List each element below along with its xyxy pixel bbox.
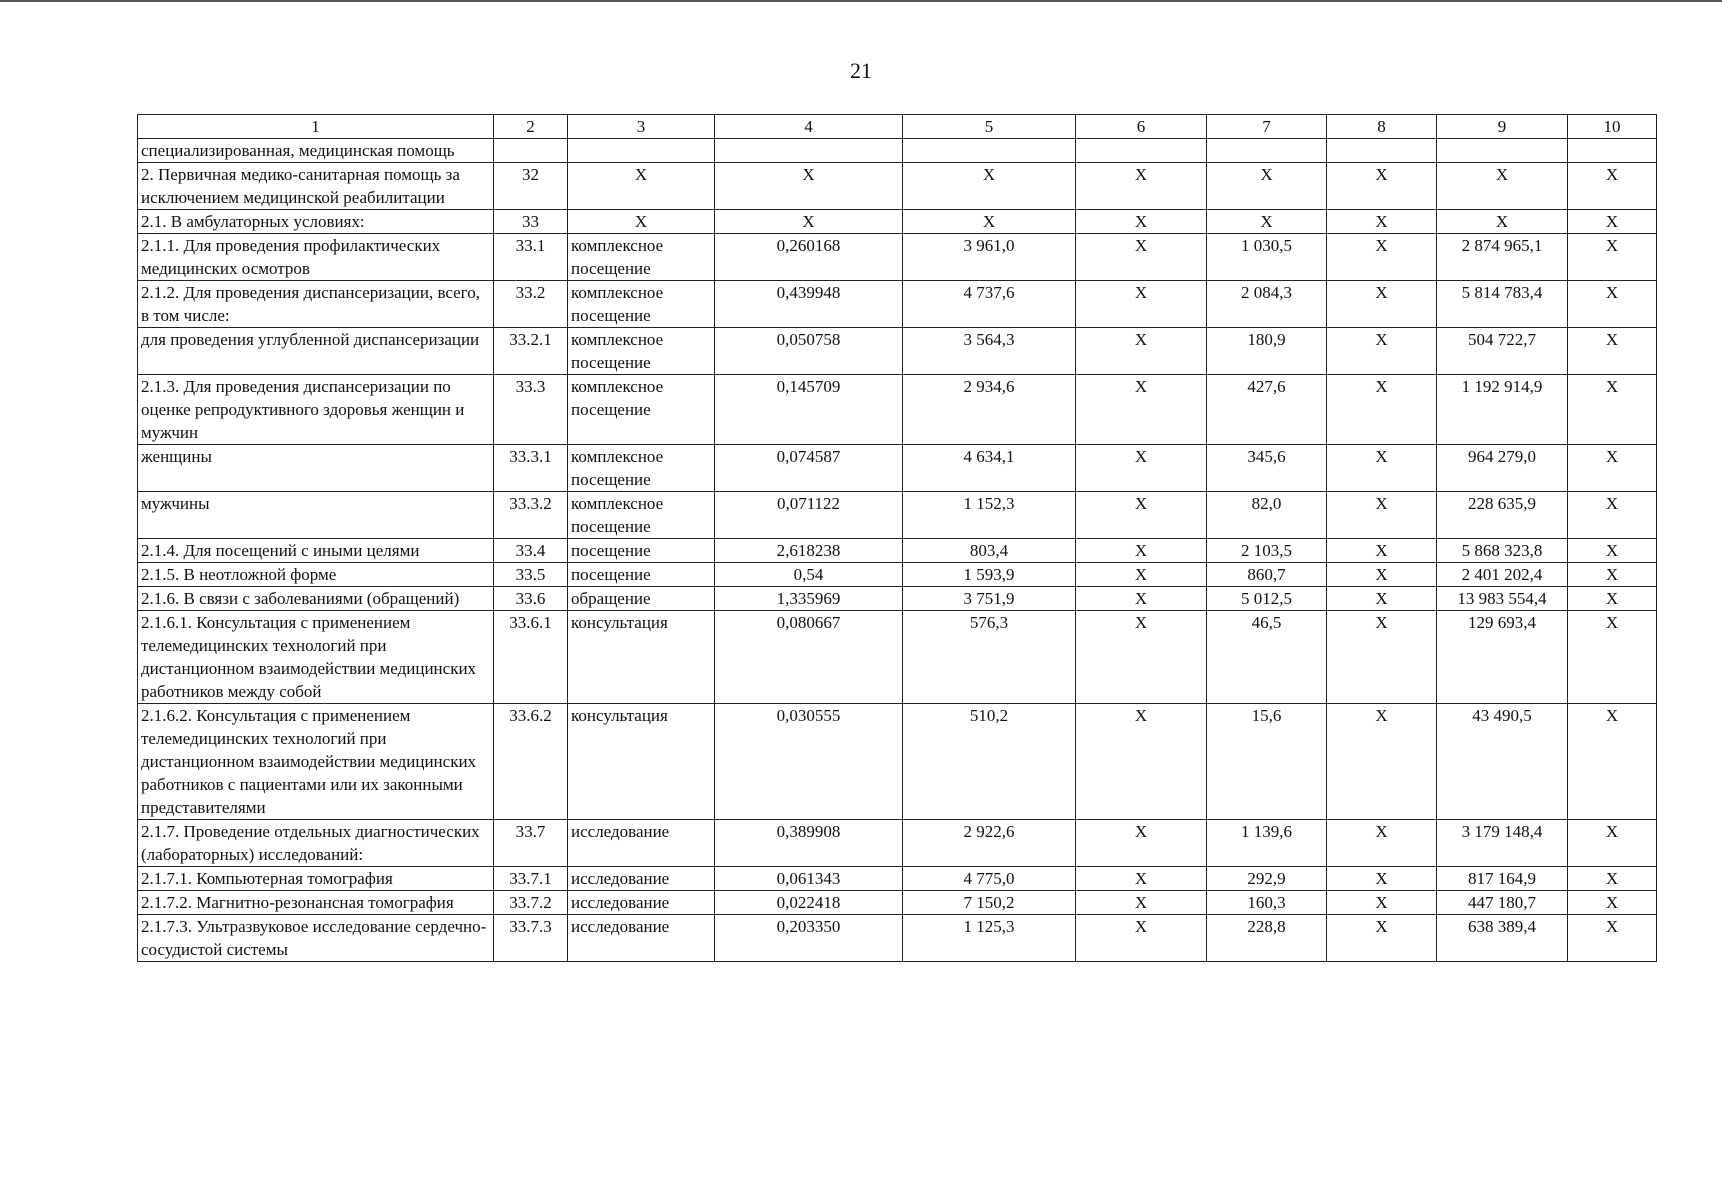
value-cell: 292,9: [1207, 867, 1327, 891]
value-cell: X: [1327, 539, 1437, 563]
row-label: 2.1.7.2. Магнитно-резонансная томография: [138, 891, 494, 915]
row-label: 2.1.1. Для проведения профилактических медицинских осмотров: [138, 234, 494, 281]
table-row: [138, 611, 1657, 704]
unit-cell: исследование: [568, 820, 715, 867]
value-cell: X: [1076, 587, 1207, 611]
value-cell: [1076, 139, 1207, 163]
value-cell: X: [1437, 210, 1568, 234]
value-cell: X: [903, 210, 1076, 234]
value-cell: 3 564,3: [903, 328, 1076, 375]
row-code: 33.7: [494, 820, 568, 867]
value-cell: 0,145709: [715, 375, 903, 445]
header-row: [138, 115, 1657, 139]
table-row: [138, 891, 1657, 915]
value-cell: 2 874 965,1: [1437, 234, 1568, 281]
value-cell: X: [1568, 375, 1657, 445]
row-code: 33.7.3: [494, 915, 568, 962]
row-code: 33.1: [494, 234, 568, 281]
row-label: 2.1.6. В связи с заболеваниями (обращений): [138, 587, 494, 611]
top-rule: [0, 0, 1722, 2]
value-cell: 160,3: [1207, 891, 1327, 915]
value-cell: 82,0: [1207, 492, 1327, 539]
row-code: 33.4: [494, 539, 568, 563]
value-cell: X: [1327, 704, 1437, 820]
value-cell: X: [1568, 563, 1657, 587]
value-cell: 638 389,4: [1437, 915, 1568, 962]
row-label: 2.1.5. В неотложной форме: [138, 563, 494, 587]
value-cell: 5 868 323,8: [1437, 539, 1568, 563]
value-cell: 0,54: [715, 563, 903, 587]
unit-cell: комплексное посещение: [568, 445, 715, 492]
row-label: 2.1.4. Для посещений с иными целями: [138, 539, 494, 563]
table-row: [138, 375, 1657, 445]
row-label: 2.1.3. Для проведения диспансеризации по оценке репродуктивного здоровья женщин и мужчин: [138, 375, 494, 445]
value-cell: X: [1437, 163, 1568, 210]
header-cell: 9: [1437, 115, 1568, 139]
value-cell: [1437, 139, 1568, 163]
value-cell: 0,030555: [715, 704, 903, 820]
value-cell: 2,618238: [715, 539, 903, 563]
value-cell: X: [1568, 915, 1657, 962]
header-cell: 7: [1207, 115, 1327, 139]
value-cell: X: [1076, 375, 1207, 445]
value-cell: X: [1207, 210, 1327, 234]
table-row: [138, 492, 1657, 539]
unit-cell: исследование: [568, 915, 715, 962]
row-label: для проведения углубленной диспансеризации: [138, 328, 494, 375]
table-row: [138, 328, 1657, 375]
value-cell: X: [1076, 210, 1207, 234]
table-row: [138, 587, 1657, 611]
value-cell: X: [1568, 820, 1657, 867]
table-body: [138, 139, 1657, 962]
row-label: 2.1.7.1. Компьютерная томография: [138, 867, 494, 891]
value-cell: 13 983 554,4: [1437, 587, 1568, 611]
value-cell: 0,074587: [715, 445, 903, 492]
value-cell: 5 012,5: [1207, 587, 1327, 611]
value-cell: 1 152,3: [903, 492, 1076, 539]
unit-cell: посещение: [568, 563, 715, 587]
value-cell: 510,2: [903, 704, 1076, 820]
table-row: [138, 563, 1657, 587]
row-code: 33.7.1: [494, 867, 568, 891]
data-table: [137, 114, 1657, 962]
value-cell: X: [1327, 328, 1437, 375]
value-cell: 46,5: [1207, 611, 1327, 704]
row-code: 33.6.1: [494, 611, 568, 704]
value-cell: 2 934,6: [903, 375, 1076, 445]
table-row: [138, 867, 1657, 891]
value-cell: X: [1076, 445, 1207, 492]
value-cell: 1 030,5: [1207, 234, 1327, 281]
value-cell: 345,6: [1207, 445, 1327, 492]
value-cell: X: [1076, 281, 1207, 328]
value-cell: 228,8: [1207, 915, 1327, 962]
value-cell: 860,7: [1207, 563, 1327, 587]
value-cell: 180,9: [1207, 328, 1327, 375]
table-row: [138, 234, 1657, 281]
value-cell: 2 922,6: [903, 820, 1076, 867]
row-code: 33.2: [494, 281, 568, 328]
value-cell: 817 164,9: [1437, 867, 1568, 891]
value-cell: [715, 139, 903, 163]
row-label: 2.1.6.2. Консультация с применением телемедицинских технологий при дистанционном взаимодействии медицинских работников с пациентами или их законными представителями: [138, 704, 494, 820]
unit-cell: исследование: [568, 867, 715, 891]
table-row: [138, 704, 1657, 820]
row-label: мужчины: [138, 492, 494, 539]
header-cell: 6: [1076, 115, 1207, 139]
value-cell: X: [1076, 891, 1207, 915]
unit-cell: X: [568, 163, 715, 210]
table-row: [138, 915, 1657, 962]
value-cell: X: [1327, 445, 1437, 492]
row-label: женщины: [138, 445, 494, 492]
value-cell: 15,6: [1207, 704, 1327, 820]
value-cell: X: [1076, 867, 1207, 891]
value-cell: 3 179 148,4: [1437, 820, 1568, 867]
row-label: специализированная, медицинская помощь: [138, 139, 494, 163]
value-cell: X: [1327, 820, 1437, 867]
value-cell: 576,3: [903, 611, 1076, 704]
value-cell: 964 279,0: [1437, 445, 1568, 492]
value-cell: 3 961,0: [903, 234, 1076, 281]
value-cell: X: [1568, 234, 1657, 281]
value-cell: X: [1327, 234, 1437, 281]
value-cell: X: [1327, 375, 1437, 445]
value-cell: 2 084,3: [1207, 281, 1327, 328]
value-cell: X: [1327, 611, 1437, 704]
value-cell: 228 635,9: [1437, 492, 1568, 539]
page-number: 21: [850, 58, 872, 83]
row-label: 2.1.7. Проведение отдельных диагностических (лабораторных) исследований:: [138, 820, 494, 867]
value-cell: 7 150,2: [903, 891, 1076, 915]
row-code: 33.2.1: [494, 328, 568, 375]
value-cell: X: [1327, 281, 1437, 328]
value-cell: 3 751,9: [903, 587, 1076, 611]
value-cell: 1 192 914,9: [1437, 375, 1568, 445]
value-cell: X: [1568, 587, 1657, 611]
unit-cell: комплексное посещение: [568, 234, 715, 281]
value-cell: X: [1568, 891, 1657, 915]
value-cell: 43 490,5: [1437, 704, 1568, 820]
unit-cell: консультация: [568, 611, 715, 704]
value-cell: [1568, 139, 1657, 163]
unit-cell: консультация: [568, 704, 715, 820]
row-label: 2.1.6.1. Консультация с применением телемедицинских технологий при дистанционном взаимодействии медицинских работников между собой: [138, 611, 494, 704]
value-cell: 803,4: [903, 539, 1076, 563]
table-row: [138, 539, 1657, 563]
value-cell: 1 139,6: [1207, 820, 1327, 867]
value-cell: 129 693,4: [1437, 611, 1568, 704]
value-cell: X: [1076, 820, 1207, 867]
value-cell: 1,335969: [715, 587, 903, 611]
value-cell: 427,6: [1207, 375, 1327, 445]
value-cell: X: [1076, 328, 1207, 375]
value-cell: 0,260168: [715, 234, 903, 281]
unit-cell: исследование: [568, 891, 715, 915]
value-cell: X: [1568, 539, 1657, 563]
value-cell: 1 593,9: [903, 563, 1076, 587]
header-cell: 10: [1568, 115, 1657, 139]
header-cell: 1: [138, 115, 494, 139]
value-cell: X: [1207, 163, 1327, 210]
row-label: 2.1.7.3. Ультразвуковое исследование сердечно-сосудистой системы: [138, 915, 494, 962]
value-cell: X: [1076, 234, 1207, 281]
value-cell: X: [1568, 445, 1657, 492]
row-code: 33.3: [494, 375, 568, 445]
value-cell: X: [1568, 611, 1657, 704]
value-cell: X: [1568, 281, 1657, 328]
unit-cell: X: [568, 210, 715, 234]
value-cell: X: [1568, 210, 1657, 234]
value-cell: X: [1327, 587, 1437, 611]
row-code: 33.7.2: [494, 891, 568, 915]
unit-cell: комплексное посещение: [568, 375, 715, 445]
row-label: 2. Первичная медико-санитарная помощь за исключением медицинской реабилитации: [138, 163, 494, 210]
value-cell: X: [1076, 539, 1207, 563]
row-code: 33.3.1: [494, 445, 568, 492]
table-row: [138, 210, 1657, 234]
value-cell: X: [903, 163, 1076, 210]
unit-cell: обращение: [568, 587, 715, 611]
value-cell: X: [1327, 563, 1437, 587]
value-cell: X: [1076, 563, 1207, 587]
value-cell: 2 103,5: [1207, 539, 1327, 563]
value-cell: X: [1076, 915, 1207, 962]
value-cell: 0,071122: [715, 492, 903, 539]
value-cell: [903, 139, 1076, 163]
value-cell: 0,050758: [715, 328, 903, 375]
table-row: [138, 281, 1657, 328]
value-cell: X: [715, 163, 903, 210]
value-cell: 4 775,0: [903, 867, 1076, 891]
header-cell: 4: [715, 115, 903, 139]
value-cell: X: [1327, 492, 1437, 539]
value-cell: [1207, 139, 1327, 163]
value-cell: 0,061343: [715, 867, 903, 891]
value-cell: 4 634,1: [903, 445, 1076, 492]
row-code: 33.5: [494, 563, 568, 587]
value-cell: 1 125,3: [903, 915, 1076, 962]
table-row: [138, 139, 1657, 163]
header-cell: 8: [1327, 115, 1437, 139]
value-cell: 2 401 202,4: [1437, 563, 1568, 587]
table-row: [138, 445, 1657, 492]
value-cell: 0,203350: [715, 915, 903, 962]
header-cell: 2: [494, 115, 568, 139]
header-cell: 5: [903, 115, 1076, 139]
row-label: 2.1.2. Для проведения диспансеризации, всего, в том числе:: [138, 281, 494, 328]
value-cell: 0,022418: [715, 891, 903, 915]
value-cell: X: [1327, 867, 1437, 891]
value-cell: X: [1327, 210, 1437, 234]
value-cell: X: [1568, 328, 1657, 375]
unit-cell: комплексное посещение: [568, 492, 715, 539]
table-row: [138, 820, 1657, 867]
unit-cell: посещение: [568, 539, 715, 563]
unit-cell: комплексное посещение: [568, 281, 715, 328]
value-cell: X: [715, 210, 903, 234]
value-cell: X: [1568, 163, 1657, 210]
row-code: 33.6: [494, 587, 568, 611]
value-cell: X: [1076, 611, 1207, 704]
value-cell: X: [1568, 492, 1657, 539]
value-cell: 504 722,7: [1437, 328, 1568, 375]
header-cell: 3: [568, 115, 715, 139]
value-cell: X: [1327, 891, 1437, 915]
value-cell: X: [1076, 163, 1207, 210]
value-cell: X: [1076, 704, 1207, 820]
row-label: 2.1. В амбулаторных условиях:: [138, 210, 494, 234]
value-cell: X: [1568, 867, 1657, 891]
value-cell: [1327, 139, 1437, 163]
unit-cell: [568, 139, 715, 163]
row-code: [494, 139, 568, 163]
row-code: 32: [494, 163, 568, 210]
row-code: 33: [494, 210, 568, 234]
value-cell: 5 814 783,4: [1437, 281, 1568, 328]
row-code: 33.6.2: [494, 704, 568, 820]
table-row: [138, 163, 1657, 210]
row-code: 33.3.2: [494, 492, 568, 539]
unit-cell: комплексное посещение: [568, 328, 715, 375]
value-cell: X: [1327, 163, 1437, 210]
value-cell: 4 737,6: [903, 281, 1076, 328]
value-cell: 0,080667: [715, 611, 903, 704]
value-cell: X: [1568, 704, 1657, 820]
value-cell: 447 180,7: [1437, 891, 1568, 915]
value-cell: X: [1076, 492, 1207, 539]
value-cell: X: [1327, 915, 1437, 962]
value-cell: 0,439948: [715, 281, 903, 328]
value-cell: 0,389908: [715, 820, 903, 867]
